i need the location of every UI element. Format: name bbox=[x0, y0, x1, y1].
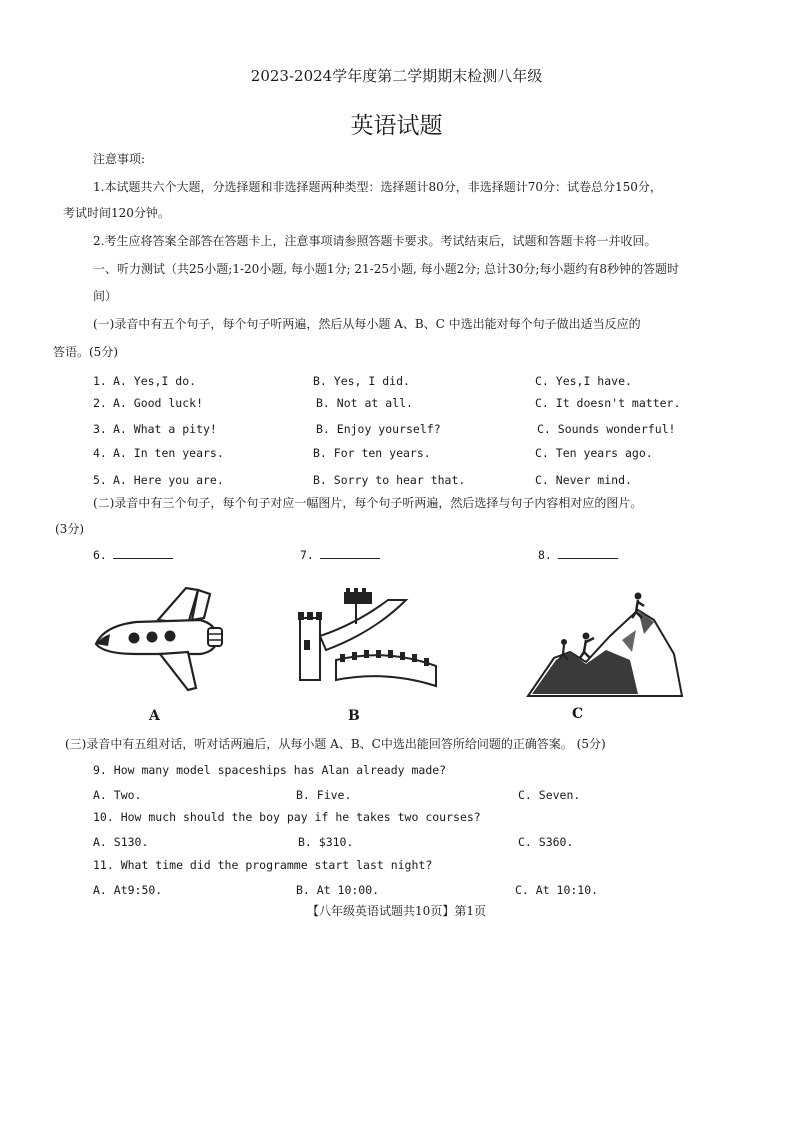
picture-label-c: C bbox=[572, 706, 584, 722]
option-b: B. Yes, I did. bbox=[313, 374, 410, 388]
answer-blank-6[interactable]: 6. bbox=[93, 547, 173, 563]
option-c: C. Ten years ago. bbox=[535, 446, 653, 460]
picture-label-b: B bbox=[348, 708, 360, 724]
section-heading-cont: 间） bbox=[93, 289, 118, 303]
option-b: B. At 10:00. bbox=[296, 883, 380, 897]
answer-blank-8[interactable]: 8. bbox=[538, 547, 618, 563]
option-a: A. What a pity! bbox=[113, 422, 217, 436]
option-b: B. Five. bbox=[296, 788, 352, 802]
option-a: A. S130. bbox=[93, 835, 149, 849]
page-footer: 【八年级英语试题共10页】第1页 bbox=[307, 904, 486, 918]
option-a: A. At9:50. bbox=[93, 883, 163, 897]
option-b: B. Enjoy yourself? bbox=[316, 422, 441, 436]
option-b: B. Not at all. bbox=[316, 396, 413, 410]
question-10: 10. How much should the boy pay if he takes two courses? bbox=[93, 810, 481, 824]
option-c: C. S360. bbox=[518, 835, 574, 849]
option-c: C. Never mind. bbox=[535, 473, 632, 487]
option-c: C. It doesn't matter. bbox=[535, 396, 681, 410]
notice-item-2: 2.考生应将答案全部答在答题卡上，注意事项请参照答题卡要求。考试结束后，试题和答题卡将一并收回。 bbox=[93, 234, 657, 248]
question-9: 9. How many model spaceships has Alan already made? bbox=[93, 763, 447, 777]
question-11: 11. What time did the programme start last night? bbox=[93, 858, 433, 872]
part1-instruction: (一)录音中有五个句子，每个句子听两遍，然后从每小题 A、B、C 中选出能对每个句子做出适当反应的 bbox=[93, 317, 641, 331]
option-b: B. For ten years. bbox=[313, 446, 431, 460]
notice-item-1: 1.本试题共六个大题，分选择题和非选择题两种类型：选择题计80分，非选择题计70分：试卷总分150分， bbox=[93, 180, 662, 194]
option-c: C. Seven. bbox=[518, 788, 581, 802]
option-c: C. Yes,I have. bbox=[535, 374, 632, 388]
option-a: A. Good luck! bbox=[113, 396, 204, 410]
option-c: C. Sounds wonderful! bbox=[537, 422, 676, 436]
question-number: 2. bbox=[93, 396, 107, 410]
option-b: B. Sorry to hear that. bbox=[313, 473, 466, 487]
picture-label-a: A bbox=[149, 708, 160, 724]
option-b: B. $310. bbox=[298, 835, 354, 849]
question-number: 3. bbox=[93, 422, 107, 436]
question-number: 4. bbox=[93, 446, 107, 460]
part2-instruction: (二)录音中有三个句子，每个句子对应一幅图片，每个句子听两遍，然后选择与句子内容相对应的图片。 bbox=[93, 496, 643, 510]
section-heading: 一、听力测试（共25小题;1-20小题, 每小题1分; 21-25小题, 每小题2分; 总计30分;每小题约有8秒钟的答题时 bbox=[93, 262, 680, 276]
answer-blank-7[interactable]: 7. bbox=[300, 547, 380, 563]
question-number: 5. bbox=[93, 473, 107, 487]
option-a: A. Here you are. bbox=[113, 473, 224, 487]
part1-instruction-cont: 答语。(5分) bbox=[53, 345, 118, 359]
great-wall-picture bbox=[296, 588, 444, 690]
notice-heading: 注意事项: bbox=[93, 152, 146, 166]
mountain-climbers-picture bbox=[526, 590, 684, 698]
part3-instruction: (三)录音中有五组对话，听对话两遍后，从每小题 A、B、C中选出能回答所给问题的正确答案。 (5分) bbox=[65, 737, 606, 751]
question-number: 1. bbox=[93, 374, 107, 388]
option-c: C. At 10:10. bbox=[515, 883, 599, 897]
notice-item-1-cont: 考试时间120分钟。 bbox=[63, 206, 170, 220]
option-a: A. In ten years. bbox=[113, 446, 224, 460]
part2-instruction-cont: (3分) bbox=[55, 522, 84, 536]
page-title: 英语试题 bbox=[350, 113, 443, 139]
option-a: A. Yes,I do. bbox=[113, 374, 197, 388]
option-a: A. Two. bbox=[93, 788, 142, 802]
airplane-picture bbox=[88, 582, 228, 694]
exam-header: 2023-2024学年度第二学期期末检测八年级 bbox=[250, 67, 543, 85]
